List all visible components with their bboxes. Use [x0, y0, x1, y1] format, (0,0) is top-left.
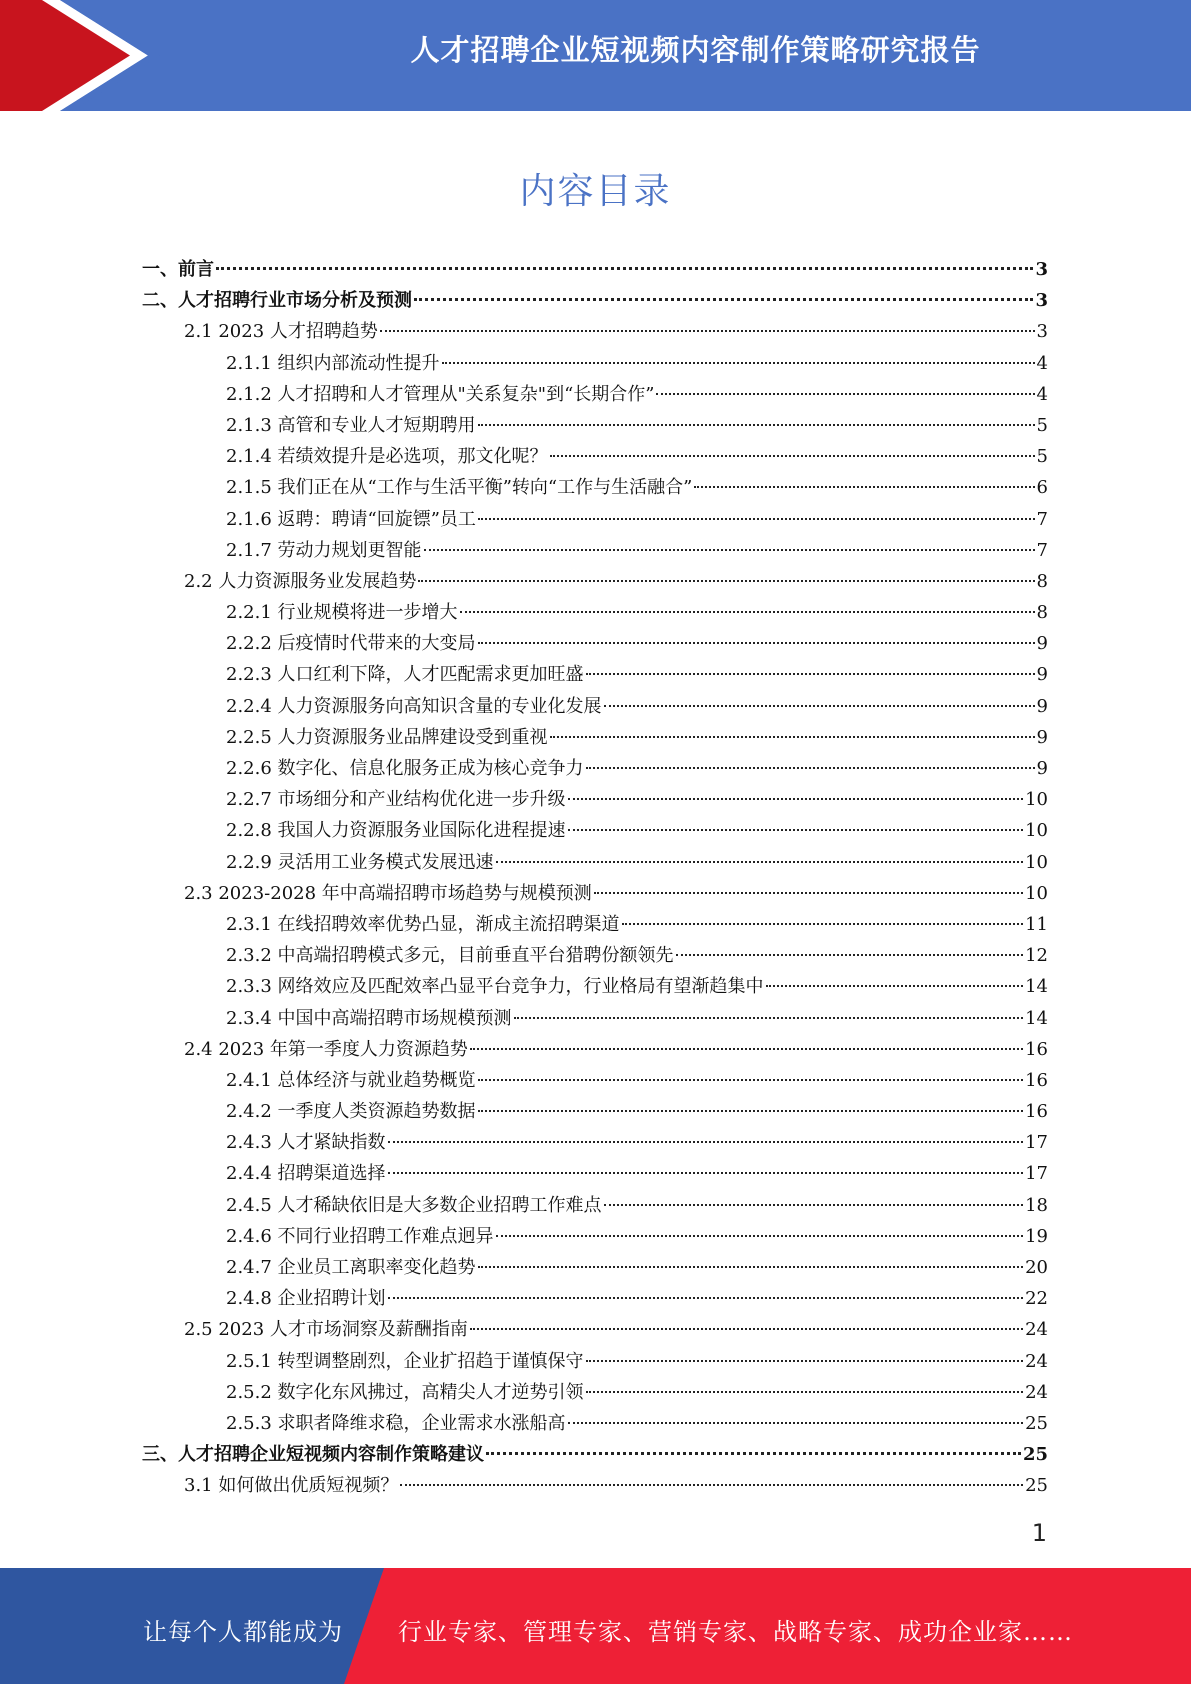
- toc-entry[interactable]: 2.2.6 数字化、信息化服务正成为核心竞争力 9: [226, 758, 1048, 779]
- toc-entry[interactable]: 2.4 2023 年第一季度人力资源趋势 16: [184, 1038, 1048, 1060]
- toc-entry[interactable]: 2.3.1 在线招聘效率优势凸显，渐成主流招聘渠道 11: [226, 913, 1048, 935]
- toc-entry[interactable]: 2.5.2 数字化东风拂过，高精尖人才逆势引领 24: [226, 1381, 1048, 1403]
- toc-entry[interactable]: 2.2.7 市场细分和产业结构优化进一步升级 10: [226, 789, 1048, 811]
- toc-entry[interactable]: 2.4.3 人才紧缺指数 17: [226, 1132, 1048, 1154]
- toc-entry[interactable]: 2.4.5 人才稀缺依旧是大多数企业招聘工作难点 18: [226, 1194, 1048, 1216]
- toc-entry[interactable]: 2.1.2 人才招聘和人才管理从"关系复杂"到“长期合作” 4: [226, 383, 1048, 405]
- toc-entry[interactable]: 2.1.4 若绩效提升是必选项，那文化呢？ 5: [226, 446, 1048, 468]
- toc-entry[interactable]: 2.1 2023 人才招聘趋势 3: [184, 321, 1048, 343]
- toc-entry[interactable]: 2.1.1 组织内部流动性提升 4: [226, 352, 1048, 374]
- chevron-decoration: [0, 0, 200, 111]
- toc-entry[interactable]: 2.2.4 人力资源服务向高知识含量的专业化发展 9: [226, 695, 1048, 717]
- toc-entry[interactable]: 一、前言 3: [142, 259, 1048, 280]
- toc-entry[interactable]: 2.5 2023 人才市场洞察及薪酬指南 24: [184, 1319, 1048, 1341]
- toc-entry[interactable]: 3.1 如何做出优质短视频？ 25: [184, 1475, 1048, 1497]
- footer-band: [0, 1568, 1191, 1684]
- footer-slogan-left: 让每个人都能成为: [143, 1618, 343, 1646]
- toc-entry[interactable]: 二、人才招聘行业市场分析及预测 3: [142, 290, 1048, 312]
- toc-entry[interactable]: 2.3.2 中高端招聘模式多元，目前垂直平台猎聘份额领先 12: [226, 945, 1048, 967]
- toc-entry[interactable]: 2.2.5 人力资源服务业品牌建设受到重视 9: [226, 726, 1048, 748]
- toc-entry[interactable]: 2.3.4 中国中高端招聘市场规模预测 14: [226, 1007, 1048, 1029]
- toc-entry[interactable]: 2.4.1 总体经济与就业趋势概览 16: [226, 1069, 1048, 1091]
- toc-entry[interactable]: 2.2 人力资源服务业发展趋势 8: [184, 570, 1048, 592]
- toc-entry[interactable]: 三、人才招聘企业短视频内容制作策略建议 25: [142, 1444, 1048, 1466]
- toc-entry[interactable]: 2.2.3 人口红利下降，人才匹配需求更加旺盛 9: [226, 664, 1048, 686]
- toc-entry[interactable]: 2.1.5 我们正在从“工作与生活平衡”转向“工作与生活融合” 6: [226, 477, 1048, 499]
- report-title: 人才招聘企业短视频内容制作策略研究报告: [410, 33, 981, 67]
- toc-entry[interactable]: 2.2.9 灵活用工业务模式发展迅速 10: [226, 851, 1048, 873]
- toc-entry[interactable]: 2.1.3 高管和专业人才短期聘用 5: [226, 414, 1048, 436]
- toc-entry[interactable]: 2.3 2023-2028 年中高端招聘市场趋势与规模预测 10: [184, 882, 1048, 904]
- table-of-contents: [142, 254, 1048, 1502]
- toc-entry[interactable]: 2.5.1 转型调整剧烈，企业扩招趋于谨慎保守 24: [226, 1350, 1048, 1372]
- toc-entry[interactable]: 2.4.4 招聘渠道选择 17: [226, 1163, 1048, 1185]
- header-band: [0, 0, 1191, 111]
- toc-entry[interactable]: 2.4.2 一季度人类资源趋势数据 16: [226, 1101, 1048, 1123]
- toc-heading: 内容目录: [519, 171, 672, 212]
- toc-entry[interactable]: 2.1.7 劳动力规划更智能 7: [226, 539, 1048, 561]
- toc-entry[interactable]: 2.1.6 返聘：聘请“回旋镖”员工 7: [226, 508, 1048, 530]
- toc-entry[interactable]: 2.4.8 企业招聘计划 22: [226, 1288, 1048, 1310]
- footer-slogan-right: 行业专家、管理专家、营销专家、战略专家、成功企业家……: [398, 1618, 1073, 1646]
- toc-entry[interactable]: 2.3.3 网络效应及匹配效率凸显平台竞争力，行业格局有望渐趋集中 14: [226, 976, 1048, 998]
- toc-entry[interactable]: 2.2.2 后疫情时代带来的大变局 9: [226, 633, 1048, 655]
- toc-entry[interactable]: 2.5.3 求职者降维求稳，企业需求水涨船高 25: [226, 1412, 1048, 1434]
- page-number: 1: [1031, 1519, 1047, 1547]
- toc-entry[interactable]: 2.4.7 企业员工离职率变化趋势 20: [226, 1257, 1048, 1278]
- toc-entry[interactable]: 2.2.1 行业规模将进一步增大 8: [226, 602, 1048, 624]
- toc-entry[interactable]: 2.4.6 不同行业招聘工作难点迥异 19: [226, 1225, 1048, 1247]
- toc-entry[interactable]: 2.2.8 我国人力资源服务业国际化进程提速 10: [226, 820, 1048, 842]
